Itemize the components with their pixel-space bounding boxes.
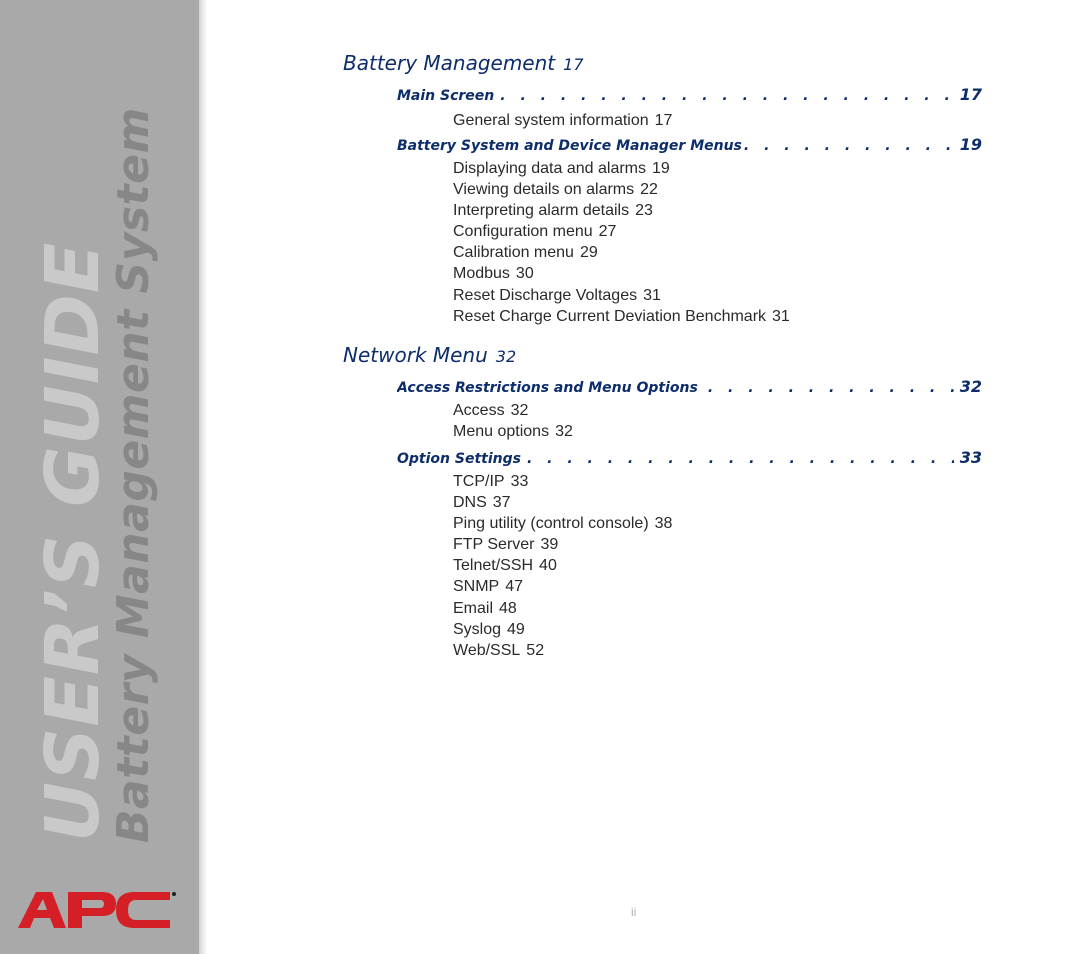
subitem-text: Modbus: [453, 265, 510, 283]
toc-entry-page: 32: [959, 377, 982, 396]
toc-entry-option-settings[interactable]: [397, 448, 982, 470]
subitem-text: Reset Charge Current Deviation Benchmark: [453, 307, 767, 325]
toc-subitem[interactable]: [453, 158, 790, 179]
subitem-page: 22: [640, 181, 658, 199]
section-title-network-menu[interactable]: [343, 343, 516, 367]
subitem-text: General system information: [453, 112, 649, 129]
sidebar: [0, 0, 199, 954]
toc-subitem[interactable]: [453, 619, 672, 640]
toc-entry-battery-system-menus[interactable]: [397, 135, 982, 157]
toc-subitem[interactable]: [453, 263, 790, 284]
sub-list-access-restrictions: [453, 400, 573, 442]
section-title-page: 32: [495, 347, 517, 366]
toc-entry-page: 33: [959, 448, 982, 467]
toc-entry-label: Battery System and Device Manager Menus: [397, 138, 742, 154]
product-title: Battery Management System: [108, 107, 159, 843]
subitem-page: 31: [772, 307, 790, 325]
subitem-text: Configuration menu: [453, 223, 593, 241]
subitem-text: Web/SSL: [453, 641, 521, 659]
sub-list-option-settings: [453, 471, 672, 661]
subitem-page: 47: [505, 578, 524, 596]
toc-subitem[interactable]: [453, 492, 672, 513]
subitem-text: Telnet/SSH: [453, 557, 534, 575]
subitem-page: 40: [539, 557, 557, 575]
toc-subitem[interactable]: [453, 221, 790, 242]
toc-subitem[interactable]: [453, 421, 573, 442]
subitem-page: 39: [540, 536, 559, 554]
subitem-page: 37: [492, 494, 511, 512]
toc-subitem[interactable]: [453, 534, 672, 555]
section-title-battery-management[interactable]: [343, 51, 584, 75]
subitem-text: TCP/IP: [453, 473, 505, 490]
toc-subitem[interactable]: [453, 640, 672, 661]
subitem-page: 48: [499, 599, 517, 617]
subitem-page: 23: [635, 202, 653, 220]
page-number: ii: [631, 905, 637, 919]
toc-entry-access-restrictions[interactable]: [397, 377, 982, 399]
subitem-text: Syslog: [453, 620, 502, 638]
dot-leader: [744, 138, 954, 154]
subitem-text: DNS: [453, 494, 487, 512]
subitem-page: 52: [526, 641, 545, 659]
section-title-label: Network Menu: [343, 343, 488, 367]
toc-subitem[interactable]: [453, 576, 672, 597]
toc-subitem[interactable]: [453, 598, 672, 619]
dot-leader: [708, 380, 954, 396]
apc-logo: [18, 888, 178, 932]
subitem-text: Viewing details on alarms: [453, 181, 635, 199]
toc-entry-label: Main Screen: [397, 88, 495, 104]
toc-subitem[interactable]: [453, 306, 790, 327]
guide-title: USER’S GUIDE: [30, 241, 116, 842]
toc-subitem[interactable]: [453, 555, 672, 576]
toc-entry-main-screen[interactable]: [397, 85, 982, 107]
subitem-page: 49: [507, 620, 525, 638]
subitem-page: 32: [555, 423, 573, 441]
subitem-text: SNMP: [453, 578, 500, 596]
subitem-page: 19: [652, 160, 670, 177]
toc-entry-label: Access Restrictions and Menu Options: [397, 380, 698, 396]
toc-subitem[interactable]: [453, 200, 790, 221]
toc-subitem[interactable]: [453, 110, 672, 131]
toc-subitem[interactable]: [453, 400, 573, 421]
subitem-page: 29: [579, 244, 598, 262]
subitem-page: 38: [654, 515, 673, 533]
subitem-page: 33: [510, 473, 529, 490]
subitem-page: 32: [510, 402, 529, 419]
section-title-label: Battery Management: [343, 51, 556, 75]
subitem-text: Menu options: [453, 423, 550, 441]
sidebar-shadow: [199, 0, 207, 954]
toc-subitem[interactable]: [453, 285, 790, 306]
toc-entry-label: Option Settings: [397, 451, 521, 467]
subitem-page: 27: [598, 223, 617, 241]
sub-list-main-screen: [453, 110, 672, 131]
subitem-text: FTP Server: [453, 536, 535, 554]
subitem-text: Interpreting alarm details: [453, 202, 630, 220]
subitem-text: Calibration menu: [453, 244, 574, 262]
subitem-text: Access: [453, 402, 505, 419]
toc-entry-page: 17: [959, 85, 982, 104]
subitem-page: 30: [515, 265, 534, 283]
subitem-text: Reset Discharge Voltages: [453, 286, 638, 304]
toc-subitem[interactable]: [453, 471, 672, 492]
dot-leader: [500, 88, 953, 104]
toc-subitem[interactable]: [453, 179, 790, 200]
section-title-page: 17: [563, 55, 584, 74]
dot-leader: [527, 451, 954, 467]
sub-list-battery-system-menus: [453, 158, 790, 327]
toc-entry-page: 19: [959, 135, 982, 154]
subitem-page: 31: [643, 286, 661, 304]
subitem-text: Ping utility (control console): [453, 515, 649, 533]
subitem-text: Displaying data and alarms: [453, 160, 646, 177]
subitem-text: Email: [453, 599, 494, 617]
toc-subitem[interactable]: [453, 513, 672, 534]
subitem-page: 17: [654, 112, 673, 129]
toc-subitem[interactable]: [453, 242, 790, 263]
